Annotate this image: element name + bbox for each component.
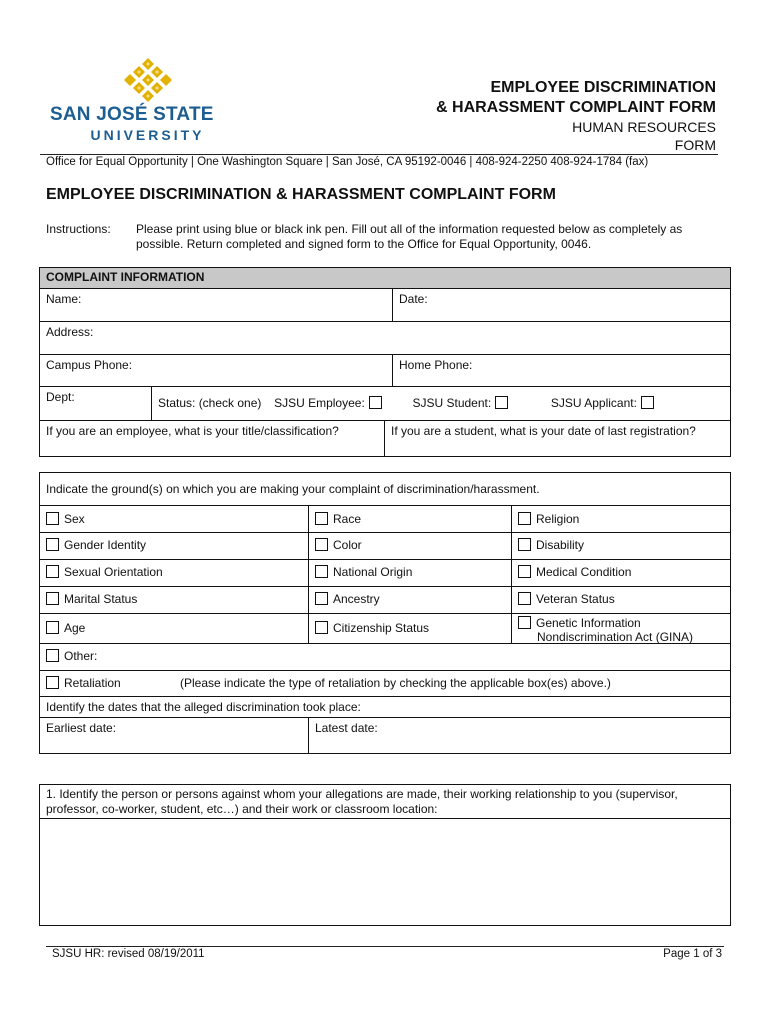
campus-phone-label: Campus Phone: [46, 358, 133, 372]
latest-date-field[interactable] [309, 718, 730, 753]
ground-label: Medical Condition [536, 565, 632, 579]
ground-option[interactable] [309, 560, 511, 586]
ground-checkbox[interactable] [46, 512, 59, 525]
ground-label: Religion [536, 512, 580, 526]
student-registration-field[interactable] [385, 421, 730, 456]
dept-label: Dept: [46, 390, 75, 404]
earliest-date-label: Earliest date: [46, 721, 117, 735]
ground-checkbox[interactable] [315, 621, 328, 634]
ground-option[interactable] [40, 587, 308, 613]
gina-label-line2: Nondiscrimination Act (GINA) [537, 630, 694, 644]
ground-checkbox[interactable] [518, 538, 531, 551]
retaliation-label: Retaliation [64, 676, 121, 690]
sjsu-employee-checkbox[interactable] [369, 396, 382, 409]
ground-option[interactable] [40, 506, 308, 533]
logo-wordmark-line2: UNIVERSITY [90, 127, 205, 143]
form-title: EMPLOYEE DISCRIMINATION & HARASSMENT COMPLAINT FORM [46, 186, 556, 203]
question1-prompt [40, 785, 730, 818]
other-option[interactable] [40, 644, 730, 670]
logo-wordmark-line1: SAN JOSÉ STATE [50, 104, 214, 125]
question1-table [39, 784, 731, 926]
sjsu-applicant-checkbox[interactable] [641, 396, 654, 409]
sjsu-student-checkbox[interactable] [495, 396, 508, 409]
instructions-text: Please print using blue or black ink pen. Fill out all of the information requested below as completely as possible. Return completed and signed form to the Office for Equal Opportunity, 0046. [136, 222, 683, 251]
header-title-line2: & HARASSMENT COMPLAINT FORM [436, 99, 716, 116]
home-phone-label: Home Phone: [399, 358, 473, 372]
office-contact-line: Office for Equal Opportunity | One Washington Square | San José, CA 95192-0046 | 408-924-2250 408-924-1784 (fax) [46, 156, 649, 168]
ground-label: National Origin [333, 565, 413, 579]
sjsu-applicant-label: SJSU Applicant: [550, 396, 637, 410]
ground-option[interactable] [309, 533, 511, 559]
name-field[interactable] [40, 289, 392, 321]
dept-field[interactable] [40, 387, 151, 420]
complaint-information-heading-text: COMPLAINT INFORMATION [46, 270, 205, 284]
ground-checkbox[interactable] [518, 592, 531, 605]
sjsu-employee-label: SJSU Employee: [274, 396, 365, 410]
earliest-date-field[interactable] [40, 718, 308, 753]
ground-label: Ancestry [333, 592, 380, 606]
ground-label: Gender Identity [64, 538, 147, 552]
sjsu-logo-mark-icon [124, 58, 172, 102]
sjsu-student-label: SJSU Student: [412, 396, 492, 410]
header-title-line1: EMPLOYEE DISCRIMINATION [490, 79, 716, 96]
footer-divider [46, 946, 724, 947]
ground-checkbox[interactable] [518, 565, 531, 578]
dates-prompt-text: Identify the dates that the alleged discrimination took place: [46, 700, 361, 714]
header-subtitle-line2: FORM [674, 137, 716, 153]
gina-option[interactable] [512, 614, 730, 643]
complaint-information-heading [40, 268, 730, 288]
ground-label: Veteran Status [536, 592, 615, 606]
employee-title-field[interactable] [40, 421, 384, 456]
question1-answer-area[interactable] [40, 819, 730, 925]
ground-option[interactable] [512, 506, 730, 533]
gina-label-line1: Genetic Information [536, 616, 641, 630]
date-field[interactable] [393, 289, 730, 321]
status-label: Status: (check one) [158, 396, 262, 410]
ground-option[interactable] [512, 560, 730, 586]
ground-option[interactable] [40, 560, 308, 586]
header-subtitle-line1: HUMAN RESOURCES [572, 119, 716, 135]
retaliation-note: (Please indicate the type of retaliation by checking the applicable box(es) above.) [180, 676, 611, 690]
student-registration-question: If you are a student, what is your date of last registration? [391, 424, 696, 438]
ground-checkbox[interactable] [315, 512, 328, 525]
ground-checkbox[interactable] [518, 512, 531, 525]
latest-date-label: Latest date: [315, 721, 378, 735]
ground-option[interactable] [309, 614, 511, 643]
ground-option[interactable] [309, 506, 511, 533]
campus-phone-field[interactable] [40, 355, 392, 386]
ground-label: Age [64, 621, 86, 635]
ground-checkbox[interactable] [46, 538, 59, 551]
header-divider [40, 154, 718, 155]
footer-page-number: Page 1 of 3 [663, 948, 722, 960]
other-checkbox[interactable] [46, 649, 59, 662]
ground-option[interactable] [40, 533, 308, 559]
ground-label: Race [333, 512, 362, 526]
ground-label: Sex [64, 512, 85, 526]
ground-checkbox[interactable] [46, 592, 59, 605]
instructions-label: Instructions: [46, 222, 111, 236]
question1-text: 1. Identify the person or persons against whom your allegations are made, their working relationship to you (supervisor, professor, co-worker, student, etc…) and their work or classroom location: [46, 787, 678, 816]
grounds-table [39, 472, 731, 754]
ground-option[interactable] [40, 614, 308, 643]
ground-checkbox[interactable] [315, 592, 328, 605]
other-label: Other: [64, 649, 98, 663]
ground-label: Citizenship Status [333, 621, 430, 635]
ground-checkbox[interactable] [315, 565, 328, 578]
ground-option[interactable] [309, 587, 511, 613]
ground-option[interactable] [512, 587, 730, 613]
gina-checkbox[interactable] [518, 616, 531, 629]
footer-revision: SJSU HR: revised 08/19/2011 [52, 948, 205, 960]
ground-checkbox[interactable] [46, 565, 59, 578]
date-label: Date: [399, 292, 428, 306]
retaliation-checkbox[interactable] [46, 676, 59, 689]
ground-option[interactable] [512, 533, 730, 559]
grounds-intro [40, 473, 730, 505]
grounds-intro-text: Indicate the ground(s) on which you are making your complaint of discrimination/harassment. [46, 482, 540, 496]
ground-label: Sexual Orientation [64, 565, 163, 579]
ground-label: Disability [536, 538, 585, 552]
ground-checkbox[interactable] [315, 538, 328, 551]
dates-prompt [40, 697, 730, 717]
home-phone-field[interactable] [393, 355, 730, 386]
employee-title-question: If you are an employee, what is your title/classification? [46, 424, 339, 438]
name-label: Name: [46, 292, 82, 306]
retaliation-option[interactable] [40, 671, 730, 696]
address-label: Address: [46, 325, 94, 339]
complaint-information-table [39, 267, 731, 457]
ground-label: Color [333, 538, 362, 552]
status-row [152, 387, 730, 420]
address-field[interactable] [40, 322, 730, 354]
ground-checkbox[interactable] [46, 621, 59, 634]
ground-label: Marital Status [64, 592, 138, 606]
